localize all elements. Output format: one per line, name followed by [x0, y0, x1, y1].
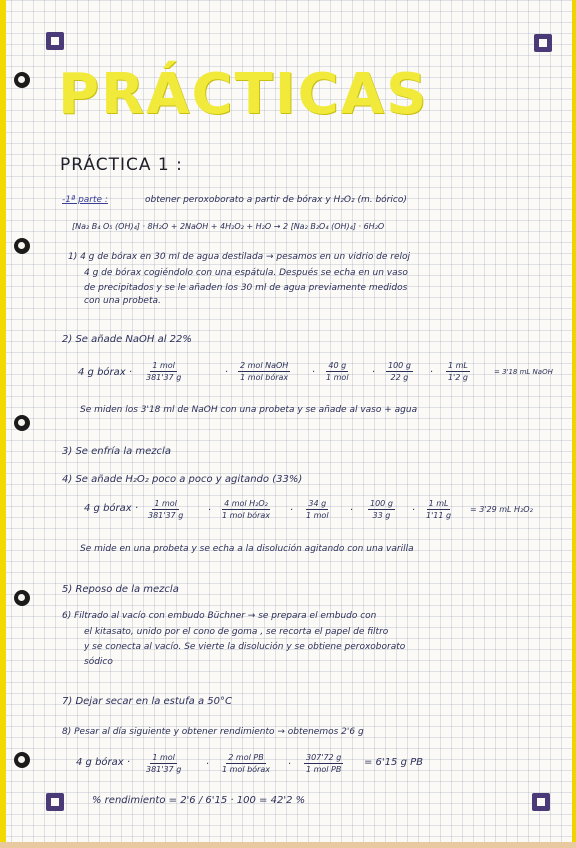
binder-ring-icon — [14, 238, 30, 254]
conversion-fraction: $\frac{100 g}{22 g}$ — [388, 361, 411, 382]
step-1-line: de precipitados y se le añaden los 30 ml de agua previamente medidos — [84, 283, 408, 293]
step-1-line: 1) 4 g de bórax en 30 ml de agua destilada → pesamos en un vidrio de reloj — [68, 252, 411, 262]
step-8-heading: 8) Pesar al día siguiente y obtener rendimiento → obtenemos 2'6 g — [62, 727, 364, 737]
multiply-dot: · — [430, 367, 434, 378]
step-6-line: y se conecta al vacío. Se vierte la disolución y se obtiene peroxoborato — [84, 642, 406, 652]
conversion-fraction: 2 mol NaOH 1 mol bórax — [240, 361, 289, 382]
reaction-equation: [Na₂ B₄ O₅ (OH)₄] · 8H₂O + 2NaOH + 4H₂O₂ + H₂O → 2 [Na₂ B₂O₄ (OH)₄] · 6H₂O — [72, 222, 385, 231]
conversion-fraction: 4 mol H₂O₂ 1 mol bórax — [222, 499, 270, 520]
h2o2-volume-result: = 3'29 mL H₂O₂ — [470, 505, 533, 514]
step-7-heading: 7) Dejar secar en la estufa a 50°C — [62, 696, 232, 707]
step-6-line: sódico — [84, 657, 113, 667]
conversion-fraction: 1 mol 381'37 g — [146, 753, 182, 774]
page-title: PRÁCTICAS — [58, 62, 429, 127]
step-3-heading: 3) Se enfría la mezcla — [62, 446, 171, 457]
step-4-start: 4 g bórax · — [84, 503, 139, 514]
practice-title: PRÁCTICA 1 : — [60, 155, 183, 175]
multiply-dot: · — [350, 505, 354, 516]
binder-ring-icon — [14, 415, 30, 431]
step-4-heading: 4) Se añade H₂O₂ poco a poco y agitando (33%) — [62, 474, 303, 485]
step-4-note: Se mide en una probeta y se echa a la disolución agitando con una varilla — [80, 544, 414, 554]
part-label: -1ª parte : — [62, 195, 108, 205]
multiply-dot: · — [208, 505, 212, 516]
step-1-line: con una probeta. — [84, 296, 161, 306]
step-2-heading: 2) Se añade NaOH al 22% — [62, 334, 192, 345]
step-1-line: 4 g de bórax cogiéndolo con una espátula. Después se echa en un vaso — [84, 268, 408, 278]
binder-ring-icon — [14, 752, 30, 768]
conversion-fraction: 307'72 g 1 mol PB — [305, 753, 342, 774]
multiply-dot: · — [372, 367, 376, 378]
part-description: obtener peroxoborato a partir de bórax y H₂O₂ (m. bórico) — [145, 195, 407, 205]
page-left-edge — [0, 0, 6, 848]
multiply-dot: · — [412, 505, 416, 516]
multiply-dot: · — [312, 367, 316, 378]
page-right-edge — [572, 0, 576, 848]
step-8-start: 4 g bórax · — [76, 757, 131, 768]
multiply-dot: · — [206, 759, 210, 770]
step-2-note: Se miden los 3'18 ml de NaOH con una probeta y se añade al vaso + agua — [80, 405, 418, 415]
multiply-dot: · — [288, 759, 292, 770]
binder-ring-icon — [14, 72, 30, 88]
yield-calculation: % rendimiento = 2'6 / 6'15 · 100 = 42'2 % — [92, 795, 306, 806]
step-2-start: 4 g bórax · — [78, 367, 133, 378]
corner-mark-icon — [532, 793, 550, 811]
conversion-fraction: $\frac{1 mL}{1'2 g}$ — [447, 361, 468, 382]
conversion-fraction: 1 mol 381'37 g — [148, 499, 184, 520]
conversion-fraction: 34 g 1 mol — [306, 499, 329, 520]
conversion-fraction: 40 g 1 mol — [326, 361, 349, 382]
corner-mark-icon — [46, 793, 64, 811]
conversion-fraction: $\frac{1 mL}{1'11 g}$ — [426, 499, 452, 520]
naoh-volume-result: = 3'18 mL NaOH — [494, 368, 553, 376]
corner-mark-icon — [534, 34, 552, 52]
multiply-dot: · — [290, 505, 294, 516]
step-6-line: 6) Filtrado al vacío con embudo Büchner → se prepara el embudo con — [62, 611, 377, 621]
step-6-line: el kitasato, unido por el cono de goma , se recorta el papel de filtro — [84, 627, 389, 637]
corner-mark-icon — [46, 32, 64, 50]
conversion-fraction: 1 mol 381'37 g — [146, 361, 182, 382]
conversion-fraction: 2 mol PB 1 mol bórax — [222, 753, 270, 774]
page-bottom-edge — [0, 842, 576, 848]
step-5-heading: 5) Reposo de la mezcla — [62, 584, 179, 595]
pb-mass-result: = 6'15 g PB — [364, 757, 423, 768]
multiply-dot: · — [225, 367, 229, 378]
binder-ring-icon — [14, 590, 30, 606]
conversion-fraction: $\frac{100 g}{33 g}$ — [370, 499, 393, 520]
